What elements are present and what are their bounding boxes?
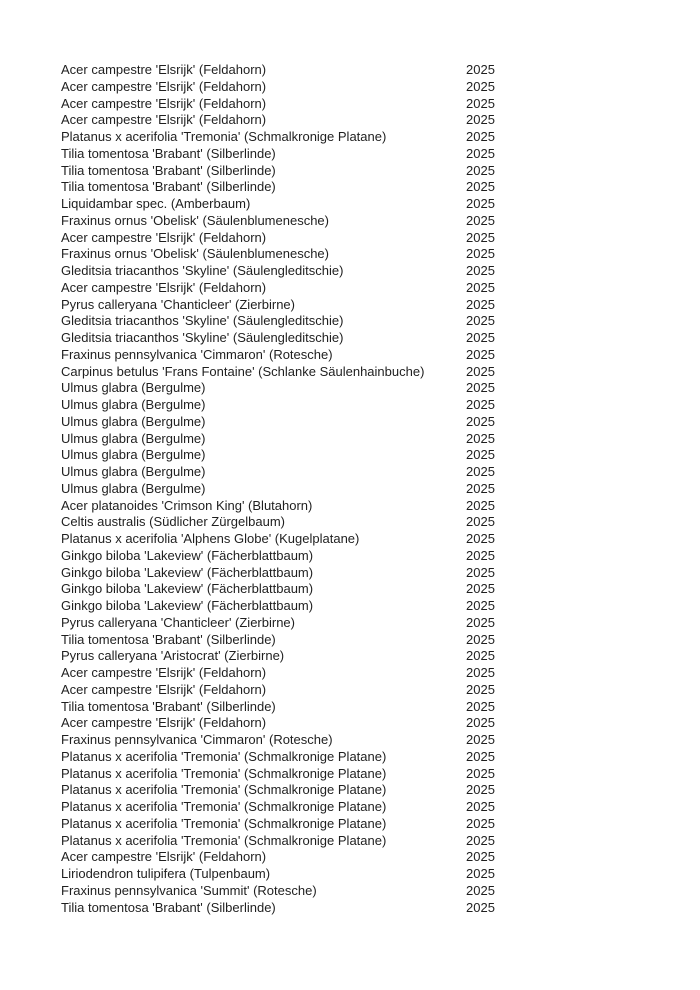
species-cell: Fraxinus ornus 'Obelisk' (Säulenblumenesche) bbox=[61, 246, 329, 262]
species-cell: Acer campestre 'Elsrijk' (Feldahorn) bbox=[61, 95, 267, 111]
table-row bbox=[61, 732, 700, 749]
year-cell: 2025 bbox=[466, 296, 495, 312]
tree-list bbox=[61, 62, 700, 916]
table-row bbox=[61, 816, 700, 833]
species-cell: Platanus x acerifolia 'Tremonia' (Schmalkronige Platane) bbox=[61, 832, 387, 848]
year-cell: 2025 bbox=[466, 413, 495, 429]
year-cell: 2025 bbox=[466, 698, 495, 714]
species-cell: Platanus x acerifolia 'Tremonia' (Schmalkronige Platane) bbox=[61, 748, 387, 764]
table-row bbox=[61, 699, 700, 716]
table-row bbox=[61, 179, 700, 196]
year-cell: 2025 bbox=[466, 531, 495, 546]
species-cell: Ginkgo biloba 'Lakeview' (Fächerblattbaum) bbox=[61, 547, 314, 563]
species-cell: Tilia tomentosa 'Brabant' (Silberlinde) bbox=[61, 899, 276, 915]
species-cell: Acer campestre 'Elsrijk' (Feldahorn) bbox=[61, 78, 267, 94]
table-row bbox=[61, 129, 700, 146]
year-cell: 2025 bbox=[466, 196, 495, 211]
species-cell: Ulmus glabra (Bergulme) bbox=[61, 380, 206, 396]
table-row bbox=[61, 163, 700, 180]
table-row bbox=[61, 531, 700, 548]
table-row bbox=[61, 900, 700, 917]
table-row bbox=[61, 598, 700, 615]
year-cell: 2025 bbox=[466, 899, 495, 915]
year-cell: 2025 bbox=[466, 765, 495, 781]
year-cell: 2025 bbox=[466, 514, 495, 530]
table-row bbox=[61, 330, 700, 347]
table-row bbox=[61, 364, 700, 381]
species-cell: Acer campestre 'Elsrijk' (Feldahorn) bbox=[61, 681, 267, 697]
year-cell: 2025 bbox=[466, 229, 495, 245]
table-row bbox=[61, 799, 700, 816]
species-cell: Pyrus calleryana 'Aristocrat' (Zierbirne) bbox=[61, 648, 285, 664]
table-row bbox=[61, 96, 700, 113]
table-row bbox=[61, 782, 700, 799]
species-cell: Tilia tomentosa 'Brabant' (Silberlinde) bbox=[61, 698, 276, 714]
year-cell: 2025 bbox=[466, 346, 495, 362]
table-row bbox=[61, 665, 700, 682]
species-cell: Tilia tomentosa 'Brabant' (Silberlinde) bbox=[61, 162, 276, 178]
species-cell: Ulmus glabra (Bergulme) bbox=[61, 480, 206, 496]
table-row bbox=[61, 146, 700, 163]
table-row bbox=[61, 833, 700, 850]
species-cell: Fraxinus pennsylvanica 'Cimmaron' (Rotesche) bbox=[61, 346, 333, 362]
year-cell: 2025 bbox=[466, 832, 495, 848]
year-cell: 2025 bbox=[466, 799, 495, 814]
species-cell: Gleditsia triacanthos 'Skyline' (Säulengleditschie) bbox=[61, 263, 344, 278]
table-row bbox=[61, 464, 700, 481]
species-cell: Acer campestre 'Elsrijk' (Feldahorn) bbox=[61, 665, 267, 680]
species-cell: Ulmus glabra (Bergulme) bbox=[61, 413, 206, 429]
year-cell: 2025 bbox=[466, 681, 495, 697]
table-row bbox=[61, 313, 700, 330]
table-row bbox=[61, 883, 700, 900]
species-cell: Acer platanoides 'Crimson King' (Blutahorn) bbox=[61, 497, 313, 513]
year-cell: 2025 bbox=[466, 246, 495, 262]
year-cell: 2025 bbox=[466, 162, 495, 178]
species-cell: Fraxinus pennsylvanica 'Cimmaron' (Rotesche) bbox=[61, 732, 333, 747]
year-cell: 2025 bbox=[466, 882, 495, 898]
year-cell: 2025 bbox=[466, 648, 495, 664]
table-row bbox=[61, 715, 700, 732]
species-cell: Ginkgo biloba 'Lakeview' (Fächerblattbaum) bbox=[61, 581, 314, 597]
species-cell: Acer campestre 'Elsrijk' (Feldahorn) bbox=[61, 229, 267, 245]
species-cell: Gleditsia triacanthos 'Skyline' (Säulengleditschie) bbox=[61, 330, 344, 345]
table-row bbox=[61, 632, 700, 649]
year-cell: 2025 bbox=[466, 330, 495, 345]
table-row bbox=[61, 766, 700, 783]
year-cell: 2025 bbox=[466, 95, 495, 111]
species-cell: Ginkgo biloba 'Lakeview' (Fächerblattbaum) bbox=[61, 564, 314, 580]
year-cell: 2025 bbox=[466, 112, 495, 128]
year-cell: 2025 bbox=[466, 380, 495, 396]
table-row bbox=[61, 849, 700, 866]
table-row bbox=[61, 581, 700, 598]
table-row bbox=[61, 431, 700, 448]
species-cell: Ulmus glabra (Bergulme) bbox=[61, 464, 206, 479]
species-cell: Platanus x acerifolia 'Tremonia' (Schmalkronige Platane) bbox=[61, 815, 387, 831]
table-row bbox=[61, 397, 700, 414]
year-cell: 2025 bbox=[466, 179, 495, 195]
year-cell: 2025 bbox=[466, 614, 495, 630]
table-row bbox=[61, 213, 700, 230]
year-cell: 2025 bbox=[466, 464, 495, 479]
species-cell: Ulmus glabra (Bergulme) bbox=[61, 430, 206, 446]
species-cell: Tilia tomentosa 'Brabant' (Silberlinde) bbox=[61, 631, 276, 647]
table-row bbox=[61, 514, 700, 531]
species-cell: Platanus x acerifolia 'Tremonia' (Schmalkronige Platane) bbox=[61, 799, 387, 814]
table-row bbox=[61, 548, 700, 565]
table-row bbox=[61, 62, 700, 79]
year-cell: 2025 bbox=[466, 430, 495, 446]
species-cell: Fraxinus pennsylvanica 'Summit' (Rotesche) bbox=[61, 882, 317, 898]
species-cell: Pyrus calleryana 'Chanticleer' (Zierbirne) bbox=[61, 614, 295, 630]
table-row bbox=[61, 866, 700, 883]
year-cell: 2025 bbox=[466, 447, 495, 463]
table-row bbox=[61, 481, 700, 498]
species-cell: Pyrus calleryana 'Chanticleer' (Zierbirne) bbox=[61, 296, 295, 312]
species-cell: Liriodendron tulipifera (Tulpenbaum) bbox=[61, 866, 271, 881]
species-cell: Carpinus betulus 'Frans Fontaine' (Schlanke Säulenhainbuche) bbox=[61, 363, 425, 379]
species-cell: Platanus x acerifolia 'Tremonia' (Schmalkronige Platane) bbox=[61, 765, 387, 781]
table-row bbox=[61, 112, 700, 129]
year-cell: 2025 bbox=[466, 581, 495, 597]
year-cell: 2025 bbox=[466, 598, 495, 613]
table-row bbox=[61, 414, 700, 431]
species-cell: Tilia tomentosa 'Brabant' (Silberlinde) bbox=[61, 179, 276, 195]
year-cell: 2025 bbox=[466, 279, 495, 295]
year-cell: 2025 bbox=[466, 129, 495, 144]
species-cell: Tilia tomentosa 'Brabant' (Silberlinde) bbox=[61, 145, 276, 161]
year-cell: 2025 bbox=[466, 62, 495, 77]
table-row bbox=[61, 246, 700, 263]
year-cell: 2025 bbox=[466, 732, 495, 747]
species-cell: Platanus x acerifolia 'Tremonia' (Schmalkronige Platane) bbox=[61, 129, 387, 144]
table-row bbox=[61, 196, 700, 213]
table-row bbox=[61, 682, 700, 699]
table-row bbox=[61, 380, 700, 397]
species-cell: Platanus x acerifolia 'Tremonia' (Schmalkronige Platane) bbox=[61, 782, 387, 798]
species-cell: Acer campestre 'Elsrijk' (Feldahorn) bbox=[61, 279, 267, 295]
table-row bbox=[61, 280, 700, 297]
species-cell: Acer campestre 'Elsrijk' (Feldahorn) bbox=[61, 849, 267, 865]
species-cell: Ginkgo biloba 'Lakeview' (Fächerblattbaum) bbox=[61, 598, 314, 613]
year-cell: 2025 bbox=[466, 263, 495, 278]
species-cell: Ulmus glabra (Bergulme) bbox=[61, 397, 206, 412]
year-cell: 2025 bbox=[466, 397, 495, 412]
species-cell: Acer campestre 'Elsrijk' (Feldahorn) bbox=[61, 112, 267, 128]
year-cell: 2025 bbox=[466, 497, 495, 513]
year-cell: 2025 bbox=[466, 363, 495, 379]
year-cell: 2025 bbox=[466, 782, 495, 798]
species-cell: Platanus x acerifolia 'Alphens Globe' (Kugelplatane) bbox=[61, 531, 360, 546]
year-cell: 2025 bbox=[466, 564, 495, 580]
year-cell: 2025 bbox=[466, 145, 495, 161]
table-row bbox=[61, 297, 700, 314]
year-cell: 2025 bbox=[466, 866, 495, 881]
species-cell: Gleditsia triacanthos 'Skyline' (Säulengleditschie) bbox=[61, 313, 344, 329]
year-cell: 2025 bbox=[466, 715, 495, 731]
species-cell: Ulmus glabra (Bergulme) bbox=[61, 447, 206, 463]
year-cell: 2025 bbox=[466, 748, 495, 764]
table-row bbox=[61, 498, 700, 515]
species-cell: Acer campestre 'Elsrijk' (Feldahorn) bbox=[61, 715, 267, 731]
year-cell: 2025 bbox=[466, 631, 495, 647]
year-cell: 2025 bbox=[466, 547, 495, 563]
table-row bbox=[61, 230, 700, 247]
table-row bbox=[61, 79, 700, 96]
table-row bbox=[61, 749, 700, 766]
table-row bbox=[61, 565, 700, 582]
table-row bbox=[61, 347, 700, 364]
year-cell: 2025 bbox=[466, 480, 495, 496]
species-cell: Fraxinus ornus 'Obelisk' (Säulenblumenesche) bbox=[61, 212, 329, 228]
table-row bbox=[61, 447, 700, 464]
year-cell: 2025 bbox=[466, 212, 495, 228]
table-row bbox=[61, 648, 700, 665]
year-cell: 2025 bbox=[466, 313, 495, 329]
year-cell: 2025 bbox=[466, 78, 495, 94]
year-cell: 2025 bbox=[466, 665, 495, 680]
species-cell: Acer campestre 'Elsrijk' (Feldahorn) bbox=[61, 62, 267, 77]
table-row bbox=[61, 263, 700, 280]
year-cell: 2025 bbox=[466, 815, 495, 831]
species-cell: Liquidambar spec. (Amberbaum) bbox=[61, 196, 251, 211]
table-row bbox=[61, 615, 700, 632]
species-cell: Celtis australis (Südlicher Zürgelbaum) bbox=[61, 514, 285, 530]
year-cell: 2025 bbox=[466, 849, 495, 865]
